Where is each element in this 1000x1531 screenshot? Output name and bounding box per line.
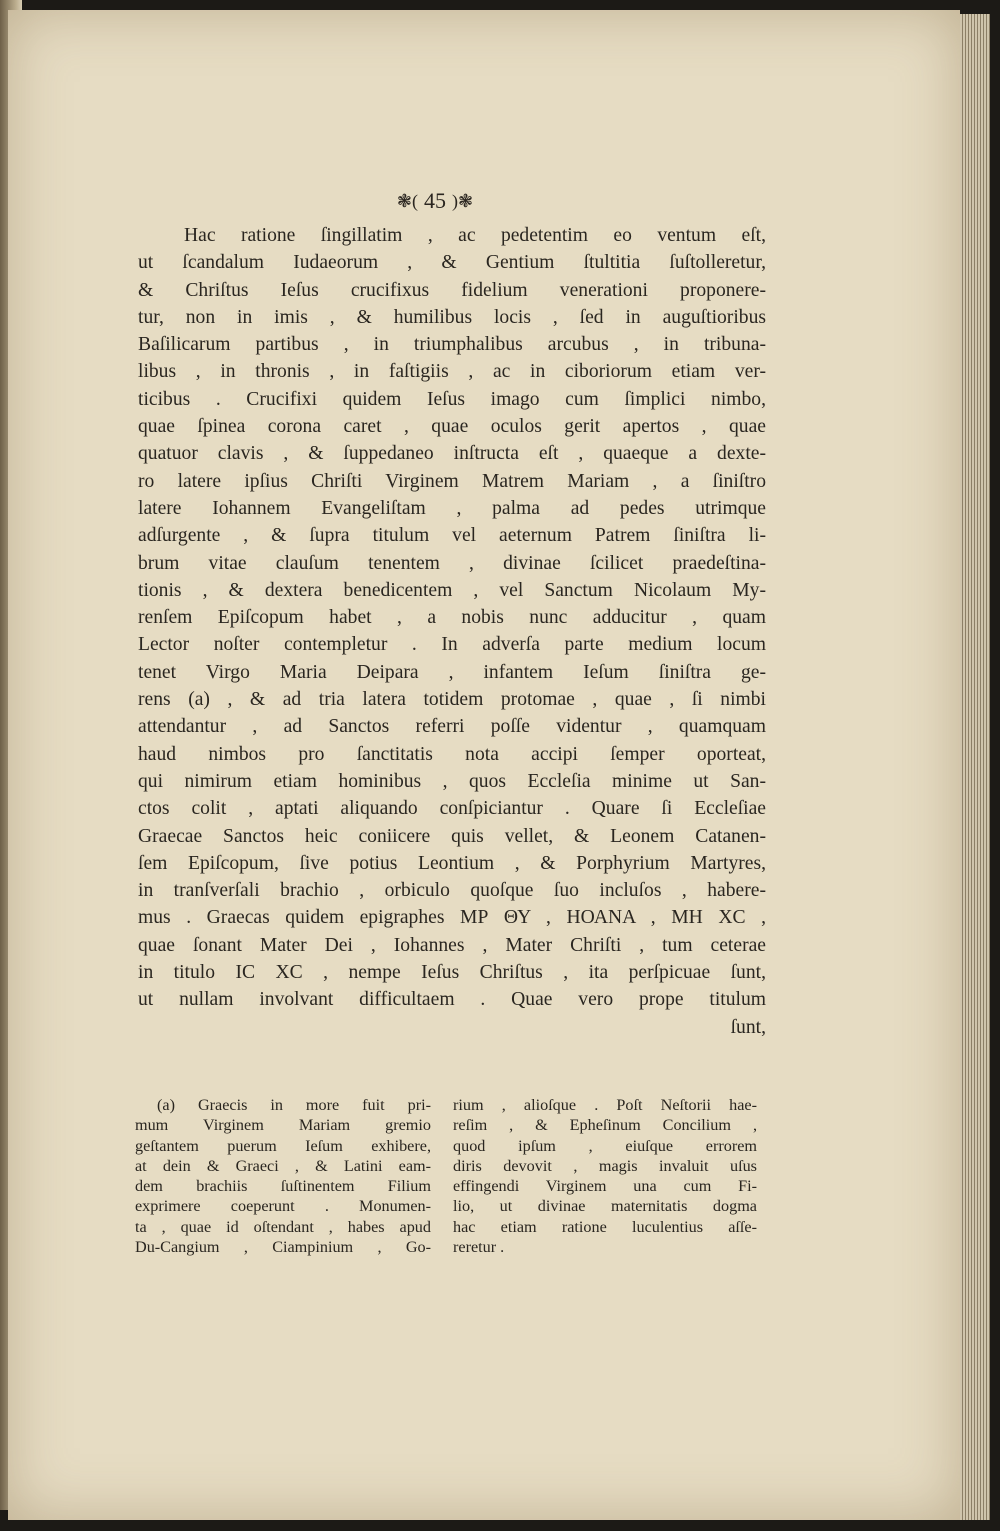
footnote-line: reretur . [453, 1238, 505, 1257]
text-line: qui nimirum etiam hominibus , quos Eccleſia minime ut San- [138, 770, 766, 792]
footnote-line: Du-Cangium , Ciampinium , Go- [135, 1238, 431, 1257]
footnote-line: lio, ut divinae maternitatis dogma [453, 1197, 757, 1216]
text-line: quae ſonant Mater Dei , Iohannes , Mater Chriſti , tum ceterae [138, 934, 766, 956]
text-line: ſem Epiſcopum, ſive potius Leontium , & Porphyrium Martyres, [138, 852, 766, 874]
text-line: ctos colit , aptati aliquando conſpiciantur . Quare ſi Eccleſiae [138, 798, 766, 820]
footnote-line: diris devovit , magis invaluit uſus [453, 1156, 757, 1175]
text-line: Hac ratione ſingillatim , ac pedetentim eo ventum eſt, [184, 225, 766, 246]
page-header [365, 183, 505, 219]
text-line: latere Iohannem Evangeliſtam , palma ad pedes utrimque [138, 497, 766, 519]
text-line: adſurgente , & ſupra titulum vel aeternum Patrem ſiniſtra li- [138, 525, 766, 547]
left-ornament-icon: ❃( [396, 190, 418, 211]
footnote-line: quod ipſum , eiuſque errorem [453, 1136, 757, 1155]
text-line: in tranſverſali brachio , orbiculo quoſque ſuo incluſos , habere- [138, 880, 766, 902]
text-line: attendantur , ad Sanctos referri poſſe videntur , quamquam [138, 716, 766, 738]
text-line: brum vitae clauſum tenentem , divinae ſcilicet praedeſtina- [138, 552, 766, 574]
text-line: libus , in thronis , in faſtigiis , ac in ciboriorum etiam ver- [138, 361, 766, 383]
text-line: quatuor clavis , & ſuppedaneo inſtructa eſt , quaeque a dexte- [138, 443, 766, 465]
footnote-line: geſtantem puerum Ieſum exhibere, [135, 1136, 431, 1155]
text-line: Lector noſter contempletur . In adverſa parte medium locum [138, 634, 766, 656]
text-line: tionis , & dextera benedicentem , vel Sanctum Nicolaum My- [138, 579, 766, 601]
footnote-line: rium , alioſque . Poſt Neſtorii hae- [453, 1096, 757, 1114]
text-line: ticibus . Crucifixi quidem Ieſus imago cum ſimplici nimbo, [138, 388, 766, 410]
text-line: ro latere ipſius Chriſti Virginem Matrem Mariam , a ſiniſtro [138, 470, 766, 492]
main-text [138, 222, 766, 1041]
text-line: Graecae Sanctos heic coniicere quis vellet, & Leonem Catanen- [138, 825, 766, 847]
text-line: quae ſpinea corona caret , quae oculos gerit apertos , quae [138, 416, 766, 438]
text-line: in titulo IC XC , nempe Ieſus Chriſtus , ita perſpicuae ſunt, [138, 962, 766, 984]
footnote-right-column [453, 1095, 757, 1257]
footnote-line: at dein & Graeci , & Latini eam- [135, 1156, 431, 1175]
text-line: tur, non in imis , & humilibus locis , ſed in auguſtioribus [138, 306, 766, 328]
footnote-line: reſim , & Epheſinum Concilium , [453, 1116, 757, 1135]
footnote-line: effingendi Virginem una cum Fi- [453, 1177, 757, 1196]
text-line: ut ſcandalum Iudaeorum , & Gentium ſtultitia ſuſtolleretur, [138, 252, 766, 274]
text-line: tenet Virgo Maria Deipara , infantem Ieſum ſiniſtra ge- [138, 661, 766, 683]
page-edges [960, 14, 990, 1520]
catchword: ſunt, [730, 1016, 766, 1038]
footnote-line: mum Virginem Mariam gremio [135, 1116, 431, 1135]
text-line: renſem Epiſcopum habet , a nobis nunc adducitur , quam [138, 607, 766, 629]
text-line: & Chriſtus Ieſus crucifixus fidelium venerationi proponere- [138, 279, 766, 301]
text-line: mus . Graecas quidem epigraphes ΜΡ ΘΥ , ΗΟΑΝΑ , ΜΗ ΧC , [138, 907, 766, 929]
text-line: ut nullam involvant difficultaem . Quae vero prope titulum [138, 989, 766, 1011]
footnote-line: ta , quae id oſtendant , habes apud [135, 1217, 431, 1236]
footnote-line: (a) Graecis in more fuit pri- [157, 1096, 431, 1114]
footnote-line: hac etiam ratione luculentius aſſe- [453, 1217, 757, 1236]
footnote-line: dem brachiis ſuſtinentem Filium [135, 1177, 431, 1196]
footnote-left-column [135, 1095, 431, 1257]
right-ornament-icon: )❃ [452, 190, 474, 211]
text-line: haud nimbos pro ſanctitatis nota accipi ſemper oporteat, [138, 743, 766, 765]
page-number: 45 [424, 188, 446, 213]
text-line: rens (a) , & ad tria latera totidem protomae , quae , ſi nimbi [138, 689, 766, 711]
footnote-line: exprimere coeperunt . Monumen- [135, 1197, 431, 1216]
text-line: Baſilicarum partibus , in triumphalibus arcubus , in tribuna- [138, 334, 766, 356]
